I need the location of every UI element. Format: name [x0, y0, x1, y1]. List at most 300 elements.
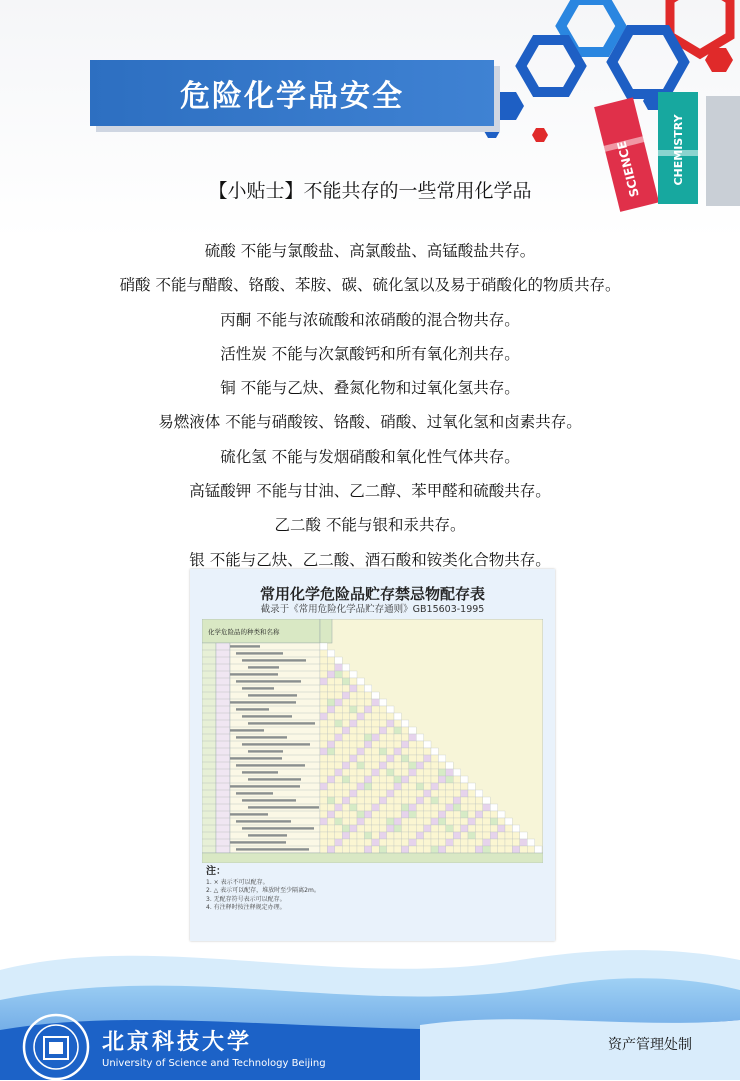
- matrix-cell: [498, 846, 505, 853]
- matrix-cell: [357, 811, 364, 818]
- matrix-cell: [335, 797, 342, 804]
- matrix-cell: [424, 755, 431, 762]
- matrix-cell: [342, 706, 349, 713]
- matrix-cell: [379, 783, 386, 790]
- matrix-cell: [461, 783, 468, 790]
- matrix-cell: [327, 699, 334, 706]
- matrix-cell: [431, 846, 438, 853]
- matrix-row-text: [248, 806, 319, 808]
- matrix-cell: [446, 776, 453, 783]
- matrix-cell: [342, 664, 349, 671]
- matrix-cell: [438, 818, 445, 825]
- matrix-row-text: [236, 792, 273, 794]
- matrix-cell: [490, 839, 497, 846]
- matrix-row-text: [230, 673, 278, 675]
- matrix-cell: [357, 692, 364, 699]
- matrix-cell: [335, 839, 342, 846]
- matrix-cell: [320, 797, 327, 804]
- matrix-cell: [357, 832, 364, 839]
- matrix-cell: [342, 734, 349, 741]
- notes-title: 注：: [206, 866, 226, 877]
- matrix-cell: [357, 804, 364, 811]
- matrix-cell: [342, 755, 349, 762]
- matrix-cell: [320, 811, 327, 818]
- matrix-cell: [342, 811, 349, 818]
- matrix-cell: [350, 713, 357, 720]
- matrix-cell: [424, 762, 431, 769]
- tip-item: 活性炭 不能与次氯酸钙和所有氧化剂共存。: [220, 344, 520, 363]
- matrix-cell: [320, 720, 327, 727]
- matrix-cell: [401, 804, 408, 811]
- matrix-cell: [364, 741, 371, 748]
- matrix-cell: [357, 818, 364, 825]
- matrix-cell: [387, 734, 394, 741]
- matrix-cell: [483, 825, 490, 832]
- table-notes: [206, 865, 541, 912]
- matrix-cell: [364, 699, 371, 706]
- compatibility-matrix: [202, 619, 543, 863]
- matrix-cell: [438, 825, 445, 832]
- matrix-cell: [379, 727, 386, 734]
- matrix-cell: [357, 685, 364, 692]
- matrix-row-text: [248, 694, 297, 696]
- matrix-cell: [416, 818, 423, 825]
- matrix-cell: [475, 797, 482, 804]
- matrix-cell: [320, 839, 327, 846]
- matrix-cell: [394, 825, 401, 832]
- matrix-cell: [350, 671, 357, 678]
- matrix-cell: [320, 664, 327, 671]
- matrix-cell: [379, 797, 386, 804]
- matrix-cell: [424, 790, 431, 797]
- matrix-cell: [446, 804, 453, 811]
- matrix-cell: [401, 741, 408, 748]
- matrix-cell: [387, 748, 394, 755]
- matrix-cell: [320, 748, 327, 755]
- matrix-cell: [416, 734, 423, 741]
- matrix-cell: [468, 811, 475, 818]
- matrix-cell: [342, 741, 349, 748]
- matrix-row-text: [248, 778, 301, 780]
- matrix-cell: [527, 846, 534, 853]
- book2-text: CHEMISTRY: [672, 114, 685, 186]
- matrix-row-text: [236, 680, 301, 682]
- matrix-cell: [364, 832, 371, 839]
- matrix-cell: [327, 741, 334, 748]
- matrix-cell: [438, 790, 445, 797]
- matrix-cell: [350, 776, 357, 783]
- matrix-cell: [364, 825, 371, 832]
- matrix-cell: [379, 790, 386, 797]
- matrix-cell: [320, 790, 327, 797]
- matrix-cell: [372, 713, 379, 720]
- matrix-cell: [364, 776, 371, 783]
- matrix-cell: [453, 783, 460, 790]
- matrix-cell: [394, 748, 401, 755]
- matrix-cell: [505, 846, 512, 853]
- matrix-cell: [416, 811, 423, 818]
- tip-item: 银 不能与乙炔、乙二酸、酒石酸和铵类化合物共存。: [189, 550, 551, 569]
- matrix-cell: [416, 755, 423, 762]
- matrix-cell: [512, 839, 519, 846]
- matrix-cell: [342, 748, 349, 755]
- matrix-cell: [320, 734, 327, 741]
- matrix-cell: [483, 797, 490, 804]
- matrix-cell: [438, 762, 445, 769]
- matrix-cell: [335, 769, 342, 776]
- matrix-cell: [364, 769, 371, 776]
- matrix-cell: [438, 755, 445, 762]
- matrix-cell: [520, 846, 527, 853]
- matrix-cell: [409, 832, 416, 839]
- matrix-cell: [335, 678, 342, 685]
- matrix-cell: [468, 783, 475, 790]
- matrix-cell: [483, 832, 490, 839]
- matrix-row-text: [230, 701, 296, 703]
- matrix-cell: [387, 776, 394, 783]
- matrix-cell: [364, 755, 371, 762]
- matrix-cell: [446, 769, 453, 776]
- tip-item: 乙二酸 不能与银和汞共存。: [274, 516, 466, 535]
- matrix-cell: [424, 839, 431, 846]
- matrix-cell: [335, 818, 342, 825]
- matrix-cell: [505, 839, 512, 846]
- matrix-cell: [498, 839, 505, 846]
- matrix-cell: [379, 839, 386, 846]
- matrix-cell: [335, 713, 342, 720]
- matrix-cell: [401, 846, 408, 853]
- matrix-row-text: [242, 659, 306, 661]
- matrix-cell: [394, 832, 401, 839]
- matrix-cell: [468, 839, 475, 846]
- matrix-cell: [475, 811, 482, 818]
- matrix-cell: [461, 832, 468, 839]
- matrix-cell: [372, 762, 379, 769]
- matrix-cell: [409, 846, 416, 853]
- matrix-cell: [327, 727, 334, 734]
- matrix-cell: [364, 783, 371, 790]
- matrix-cell: [490, 804, 497, 811]
- matrix-cell: [387, 790, 394, 797]
- matrix-cell: [431, 804, 438, 811]
- matrix-cell: [357, 748, 364, 755]
- matrix-cell: [401, 727, 408, 734]
- university-seal-icon: [22, 1013, 90, 1081]
- matrix-cell: [357, 783, 364, 790]
- matrix-cell: [387, 713, 394, 720]
- matrix-cell: [505, 818, 512, 825]
- matrix-cell: [320, 783, 327, 790]
- matrix-cell: [453, 776, 460, 783]
- matrix-cell: [446, 839, 453, 846]
- matrix-cell: [379, 755, 386, 762]
- matrix-cell: [350, 811, 357, 818]
- matrix-cell: [335, 685, 342, 692]
- tip-item: 高锰酸钾 不能与甘油、乙二醇、苯甲醛和硫酸共存。: [189, 482, 551, 501]
- matrix-cell: [327, 706, 334, 713]
- matrix-cell: [372, 734, 379, 741]
- book1-text: SCIENCE: [614, 139, 642, 199]
- matrix-cell: [401, 818, 408, 825]
- matrix-cell: [409, 741, 416, 748]
- matrix-cell: [379, 762, 386, 769]
- matrix-cell: [475, 825, 482, 832]
- matrix-cell: [461, 776, 468, 783]
- matrix-cell: [357, 755, 364, 762]
- matrix-cell: [364, 706, 371, 713]
- matrix-cell: [431, 748, 438, 755]
- tip-item: 丙酮 不能与浓硫酸和浓硝酸的混合物共存。: [220, 310, 520, 329]
- matrix-cell: [438, 832, 445, 839]
- matrix-cell: [327, 825, 334, 832]
- matrix-cell: [357, 734, 364, 741]
- matrix-cell: [498, 825, 505, 832]
- matrix-cell: [320, 818, 327, 825]
- matrix-cell: [327, 839, 334, 846]
- matrix-cell: [327, 811, 334, 818]
- matrix-cell: [335, 783, 342, 790]
- matrix-cell: [446, 797, 453, 804]
- matrix-cell: [364, 762, 371, 769]
- matrix-cell: [342, 671, 349, 678]
- matrix-cell: [327, 783, 334, 790]
- matrix-row-text: [242, 799, 296, 801]
- matrix-cell: [409, 755, 416, 762]
- matrix-cell: [379, 832, 386, 839]
- matrix-cell: [379, 734, 386, 741]
- matrix-cell: [394, 762, 401, 769]
- matrix-cell: [431, 783, 438, 790]
- matrix-cell: [342, 818, 349, 825]
- table-source: 截录于《常用危险化学品贮存通则》GB15603-1995: [260, 604, 485, 615]
- matrix-cell: [350, 706, 357, 713]
- matrix-cell: [535, 846, 542, 853]
- matrix-row-text: [236, 848, 309, 850]
- matrix-cell: [446, 811, 453, 818]
- matrix-cell: [461, 790, 468, 797]
- matrix-cell: [446, 762, 453, 769]
- matrix-cell: [342, 762, 349, 769]
- matrix-cell: [468, 825, 475, 832]
- matrix-cell: [320, 692, 327, 699]
- matrix-cell: [461, 839, 468, 846]
- matrix-cell: [364, 818, 371, 825]
- matrix-cell: [327, 776, 334, 783]
- matrix-cell: [350, 692, 357, 699]
- matrix-cell: [379, 748, 386, 755]
- matrix-cell: [372, 727, 379, 734]
- matrix-cell: [335, 706, 342, 713]
- matrix-cell: [335, 692, 342, 699]
- matrix-cell: [498, 832, 505, 839]
- matrix-cell: [372, 769, 379, 776]
- matrix-cell: [453, 825, 460, 832]
- matrix-cell: [342, 727, 349, 734]
- matrix-cell: [394, 720, 401, 727]
- matrix-cell: [350, 748, 357, 755]
- matrix-cell: [372, 832, 379, 839]
- matrix-cell: [364, 692, 371, 699]
- matrix-cell: [394, 818, 401, 825]
- note-line: 2. △ 表示可以配存，堆放时至少隔离2m。: [206, 887, 320, 895]
- matrix-cell: [520, 839, 527, 846]
- matrix-row-text: [230, 813, 268, 815]
- matrix-cell: [424, 769, 431, 776]
- matrix-row-text: [248, 834, 287, 836]
- hexagon-decoration: [480, 0, 740, 250]
- matrix-cell: [416, 769, 423, 776]
- matrix-cell: [335, 804, 342, 811]
- matrix-cell: [387, 769, 394, 776]
- matrix-cell: [320, 762, 327, 769]
- matrix-cell: [401, 783, 408, 790]
- matrix-cell: [357, 720, 364, 727]
- matrix-cell: [431, 776, 438, 783]
- storage-table-image: [190, 569, 555, 941]
- matrix-cell: [320, 650, 327, 657]
- matrix-cell: [357, 797, 364, 804]
- matrix-cell: [372, 797, 379, 804]
- matrix-cell: [416, 846, 423, 853]
- matrix-cell: [335, 755, 342, 762]
- matrix-cell: [372, 825, 379, 832]
- matrix-cell: [350, 839, 357, 846]
- matrix-cell: [379, 811, 386, 818]
- matrix-cell: [342, 685, 349, 692]
- matrix-cell: [468, 846, 475, 853]
- note-line: 4. 有注释时按注释规定办理。: [206, 903, 286, 911]
- matrix-cell: [327, 748, 334, 755]
- matrix-cell: [320, 727, 327, 734]
- matrix-cell: [372, 783, 379, 790]
- matrix-cell: [364, 748, 371, 755]
- matrix-cell: [320, 713, 327, 720]
- matrix-cell: [350, 846, 357, 853]
- matrix-cell: [394, 790, 401, 797]
- matrix-cell: [512, 832, 519, 839]
- matrix-cell: [387, 755, 394, 762]
- matrix-cell: [335, 790, 342, 797]
- matrix-cell: [468, 804, 475, 811]
- matrix-row-text: [236, 736, 287, 738]
- university-name-cn: 北京科技大学: [102, 1029, 253, 1055]
- matrix-cell: [327, 755, 334, 762]
- matrix-cell: [483, 811, 490, 818]
- matrix-row-text: [230, 841, 286, 843]
- matrix-cell: [327, 846, 334, 853]
- matrix-cell: [327, 657, 334, 664]
- matrix-cell: [431, 755, 438, 762]
- matrix-cell: [357, 727, 364, 734]
- matrix-cell: [490, 811, 497, 818]
- matrix-cell: [350, 755, 357, 762]
- matrix-cell: [342, 776, 349, 783]
- matrix-cell: [379, 741, 386, 748]
- matrix-cell: [475, 790, 482, 797]
- matrix-cell: [372, 720, 379, 727]
- matrix-row-text: [230, 645, 260, 647]
- matrix-cell: [342, 699, 349, 706]
- matrix-cell: [357, 713, 364, 720]
- matrix-cell: [461, 825, 468, 832]
- matrix-cell: [394, 797, 401, 804]
- matrix-cell: [394, 839, 401, 846]
- matrix-cell: [461, 797, 468, 804]
- matrix-cell: [327, 790, 334, 797]
- matrix-cell: [327, 797, 334, 804]
- matrix-cell: [409, 811, 416, 818]
- matrix-cell: [320, 825, 327, 832]
- matrix-row-text: [236, 764, 305, 766]
- matrix-cell: [327, 678, 334, 685]
- matrix-cell: [379, 699, 386, 706]
- matrix-cell: [438, 846, 445, 853]
- matrix-cell: [327, 650, 334, 657]
- matrix-cell: [490, 818, 497, 825]
- matrix-cell: [453, 846, 460, 853]
- matrix-cell: [387, 846, 394, 853]
- tip-item: 易燃液体 不能与硝酸铵、铬酸、硝酸、过氧化氢和卤素共存。: [158, 413, 582, 432]
- matrix-cell: [401, 825, 408, 832]
- matrix-cell: [335, 825, 342, 832]
- matrix-cell: [475, 846, 482, 853]
- matrix-cell: [409, 804, 416, 811]
- matrix-cell: [357, 790, 364, 797]
- matrix-cell: [446, 832, 453, 839]
- matrix-cell: [372, 699, 379, 706]
- matrix-cell: [372, 818, 379, 825]
- matrix-cell: [350, 797, 357, 804]
- matrix-cell: [409, 825, 416, 832]
- matrix-cell: [372, 692, 379, 699]
- matrix-cell: [335, 727, 342, 734]
- matrix-cell: [416, 762, 423, 769]
- matrix-cell: [453, 832, 460, 839]
- matrix-cell: [350, 762, 357, 769]
- matrix-cell: [468, 797, 475, 804]
- matrix-cell: [364, 720, 371, 727]
- matrix-cell: [446, 783, 453, 790]
- matrix-cell: [468, 832, 475, 839]
- matrix-cell: [379, 804, 386, 811]
- matrix-cell: [320, 685, 327, 692]
- matrix-cell: [357, 678, 364, 685]
- matrix-cell: [409, 776, 416, 783]
- matrix-cell: [327, 713, 334, 720]
- matrix-cell: [401, 790, 408, 797]
- matrix-cell: [372, 776, 379, 783]
- matrix-cell: [453, 790, 460, 797]
- matrix-cell: [364, 839, 371, 846]
- matrix-cell: [424, 748, 431, 755]
- matrix-cell: [431, 797, 438, 804]
- matrix-row-text: [242, 715, 292, 717]
- tips-list: [0, 234, 740, 577]
- matrix-cell: [461, 818, 468, 825]
- matrix-cell: [438, 769, 445, 776]
- matrix-cell: [387, 804, 394, 811]
- matrix-cell: [401, 776, 408, 783]
- matrix-cell: [350, 769, 357, 776]
- matrix-cell: [320, 706, 327, 713]
- matrix-cell: [394, 741, 401, 748]
- matrix-cell: [335, 846, 342, 853]
- matrix-cell: [401, 797, 408, 804]
- matrix-cell: [424, 825, 431, 832]
- matrix-cell: [416, 832, 423, 839]
- matrix-cell: [379, 720, 386, 727]
- matrix-cell: [342, 692, 349, 699]
